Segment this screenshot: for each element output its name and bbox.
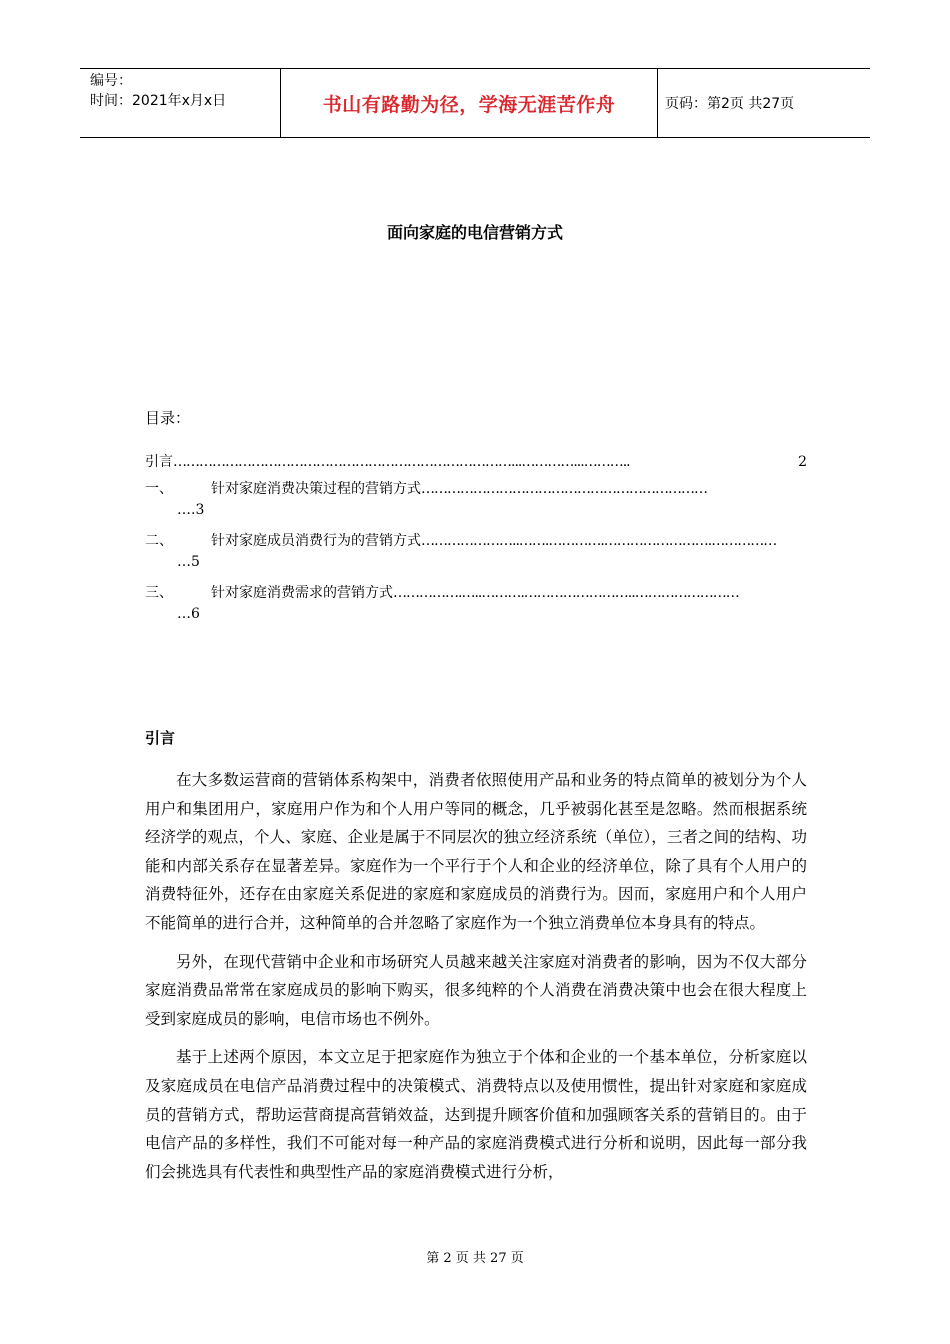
toc-entry-number: 二、 (145, 533, 173, 549)
toc-entry-1[interactable] (145, 479, 807, 521)
time-label: 时间：2021年x月x日 (90, 93, 227, 109)
document-title: 面向家庭的电信营销方式 (386, 223, 563, 242)
toc-entry-dots: ………………………………………………………… (421, 481, 707, 497)
table-of-contents (145, 452, 807, 625)
page-footer: 第 2 页 共 27 页 (426, 1251, 524, 1266)
toc-entry-page: ….3 (177, 502, 205, 518)
section-heading-intro: 引言 (145, 729, 176, 747)
header-meta (80, 69, 281, 137)
paragraph: 另外，在现代营销中企业和市场研究人员越来越关注家庭对消费者的影响，因为不仅大部分家庭消费品常常在家庭成员的影响下购买，很多纯粹的个人消费在消费决策中也会在很大程度上受到家庭成员的影响，电信市场也不例外。 (145, 952, 807, 1028)
toc-entry-text: 引言 (145, 454, 173, 470)
toc-entry-text: 针对家庭消费需求的营销方式 (211, 585, 393, 601)
toc-entry-dots: …………….…..……….……………………..…………………… (393, 585, 739, 601)
intro-body (145, 766, 807, 1196)
toc-entry-dots: ……………………………………………………………………...…………...……….. (173, 454, 630, 470)
toc-entry-number: 一、 (145, 481, 173, 497)
document-header (80, 68, 870, 138)
toc-entry-page: …5 (177, 554, 200, 570)
toc-entry-2[interactable] (145, 531, 807, 573)
paragraph: 基于上述两个原因，本文立足于把家庭作为独立于个体和企业的一个基本单位，分析家庭以及家庭成员在电信产品消费过程中的决策模式、消费特点以及使用惯性，提出针对家庭和家庭成员的营销方式，帮助运营商提高营销效益，达到提升顾客价值和加强顾客关系的营销目的。由于电信产品的多样性，我们不可能对每一种产品的家庭消费模式进行分析和说明，因此每一部分我们会挑选具有代表性和典型性产品的家庭消费模式进行分析， (145, 1048, 807, 1181)
toc-entry-intro[interactable] (145, 452, 807, 473)
toc-entry-number: 三、 (145, 585, 173, 601)
number-label: 编号： (90, 73, 132, 89)
toc-entry-text: 针对家庭成员消费行为的营销方式 (211, 533, 421, 549)
toc-entry-page: 2 (798, 454, 807, 470)
toc-entry-3[interactable] (145, 583, 807, 625)
toc-entry-dots: …………………..…….………….…………………….…………… (421, 533, 777, 549)
toc-entry-page: …6 (177, 606, 200, 622)
paragraph: 在大多数运营商的营销体系构架中，消费者依照使用产品和业务的特点简单的被划分为个人用户和集团用户，家庭用户作为和个人用户等同的概念，几乎被弱化甚至是忽略。然而根据系统经济学的观点，个人、家庭、企业是属于不同层次的独立经济系统（单位），三者之间的结构、功能和内部关系存在显著差异。家庭作为一个平行于个人和企业的经济单位，除了具有个人用户的消费特征外，还存在由家庭关系促进的家庭和家庭成员的消费行为。因而，家庭用户和个人用户不能简单的进行合并，这种简单的合并忽略了家庭作为一个独立消费单位本身具有的特点。 (145, 771, 807, 932)
header-motto: 书山有路勤为径，学海无涯苦作舟 (281, 69, 658, 137)
toc-heading: 目录： (145, 409, 191, 427)
header-page-info: 页码：第2页 共27页 (665, 96, 795, 112)
toc-entry-text: 针对家庭消费决策过程的营销方式 (211, 481, 421, 497)
